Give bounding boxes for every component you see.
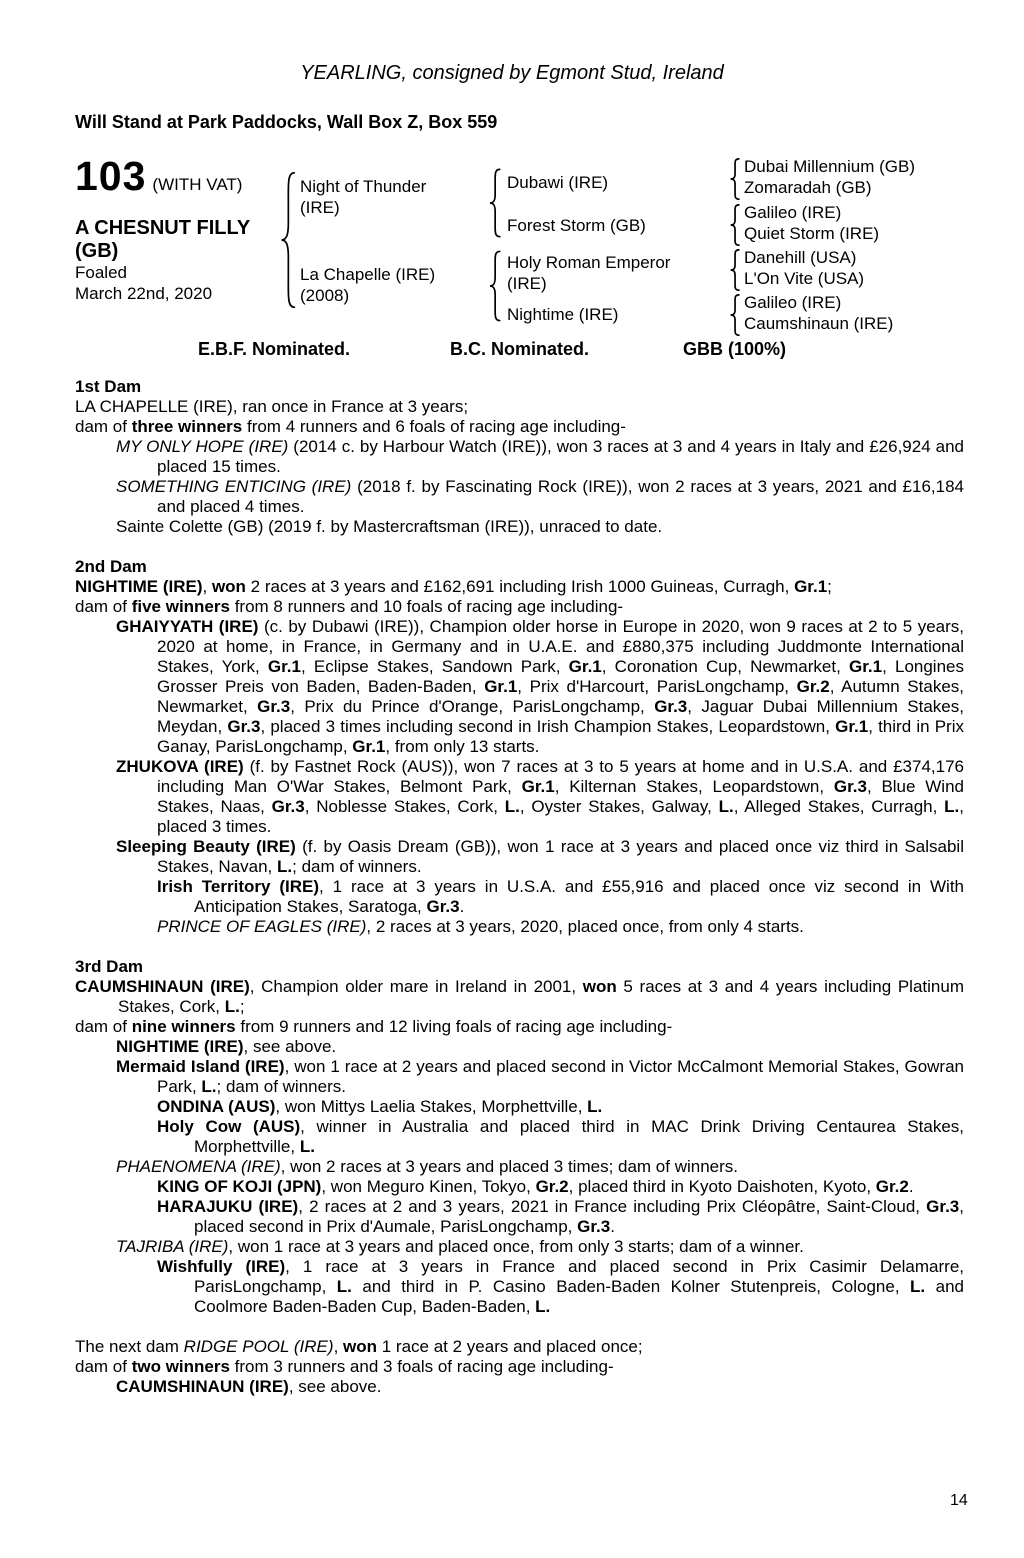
text-run: two winners (131, 1357, 230, 1376)
text-run: won (211, 577, 246, 596)
catalogue-paragraph (75, 1377, 964, 1397)
section-1st-dam (75, 377, 964, 537)
text-run: PRINCE OF EAGLES (IRE) (157, 917, 367, 936)
great-grandparent-name: Quiet Storm (IRE) (744, 224, 880, 243)
text-run: , won 1 race at 3 years and placed once, from only 3 starts; dam of a winner. (228, 1237, 804, 1256)
text-run: ; (239, 997, 245, 1016)
dam-dam-name: Nightime (IRE) (507, 305, 619, 324)
great-grandparent-pair (744, 247, 864, 289)
text-run: Gr.1 (848, 657, 883, 676)
text-run: Sainte Colette (GB) (2019 f. by Mastercraftsman (IRE)), unraced to date. (116, 517, 663, 536)
dam-sire-name-line1: Holy Roman Emperor (507, 253, 671, 272)
page-number: 14 (950, 1492, 968, 1509)
text-run: Gr.3 (833, 777, 867, 796)
text-run: Gr.1 (484, 677, 518, 696)
pedigree-brace-icon (729, 294, 740, 336)
catalogue-paragraph (75, 1197, 964, 1237)
text-run: , see above. (288, 1377, 382, 1396)
text-run: Irish Territory (IRE) (157, 877, 319, 896)
text-run: , Blue Wind Stakes, Naas, (157, 777, 964, 816)
text-run: The next dam (75, 1337, 184, 1356)
text-run: LA CHAPELLE (IRE), ran once in France at 3 years; (75, 397, 469, 416)
text-run: MY ONLY HOPE (IRE) (116, 437, 289, 456)
text-run: , 2 races at 3 years, 2020, placed once, from only 4 starts. (366, 917, 804, 936)
text-run: , Alleged Stakes, Curragh, (733, 797, 945, 816)
text-run: , Prix du Prince d'Orange, ParisLongchamp, (290, 697, 655, 716)
text-run: , 1 race at 3 years in U.S.A. and £55,916 and placed once viz second in With Anticipation Stakes, Saratoga, (194, 877, 965, 916)
great-grandparent-name: Caumshinaun (IRE) (744, 314, 894, 333)
text-run: NIGHTIME (IRE) (116, 1037, 244, 1056)
text-run: HARAJUKU (IRE) (157, 1197, 299, 1216)
text-run: SOMETHING ENTICING (IRE) (116, 477, 352, 496)
text-run: L. (299, 1137, 315, 1156)
text-run: Gr.2 (796, 677, 830, 696)
text-run: , placed second in Prix d'Aumale, ParisLongchamp, (194, 1197, 964, 1236)
pedigree-brace-icon (488, 168, 501, 238)
text-run: CAUMSHINAUN (IRE) (75, 977, 250, 996)
text-run: (f. by Fastnet Rock (AUS)), won 7 races at 3 to 5 years at home and in U.S.A. and £374,176 including Man O'War Stakes, Belmont Park, (157, 757, 964, 796)
text-run: L. (910, 1277, 926, 1296)
pedigree-body (75, 377, 964, 1397)
text-run: Holy Cow (AUS) (157, 1117, 301, 1136)
sire-name-line1: Night of Thunder (300, 177, 427, 196)
text-run: KING OF KOJI (JPN) (157, 1177, 322, 1196)
dam-sire-name (507, 252, 670, 294)
text-run: (2014 c. by Harbour Watch (IRE)), won 3 races at 3 and 4 years in Italy and £26,924 and placed 15 times. (157, 437, 964, 476)
section-3rd-dam (75, 957, 964, 1317)
text-run: Gr.3 (426, 897, 460, 916)
pedigree-brace-icon (729, 158, 740, 200)
text-run: , Noblesse Stakes, Cork, (304, 797, 505, 816)
text-run: Gr.2 (875, 1177, 909, 1196)
text-run: , third in Prix Ganay, ParisLongchamp, (157, 717, 964, 756)
horse-name-suffix: (GB) (75, 240, 119, 262)
section-2nd-dam (75, 557, 964, 937)
foaled-block (75, 262, 212, 304)
lot-number: 103 (75, 153, 147, 199)
text-run: , Prix d'Harcourt, ParisLongchamp, (517, 677, 797, 696)
lot-row (75, 153, 243, 199)
text-run: dam of (75, 1017, 132, 1036)
text-run: dam of (75, 597, 132, 616)
dam-sire-name-line2: (IRE) (507, 274, 547, 293)
text-run: nine winners (131, 1017, 236, 1036)
text-run: from 4 runners and 6 foals of racing age including- (242, 417, 626, 436)
catalogue-paragraph (75, 917, 964, 937)
text-run: L. (201, 1077, 217, 1096)
dam-name-line1: La Chapelle (IRE) (300, 265, 436, 284)
text-run: Gr.3 (257, 697, 291, 716)
text-run: from 9 runners and 12 living foals of racing age including- (235, 1017, 673, 1036)
dam-name (300, 264, 435, 306)
great-grandparent-pair (744, 156, 915, 198)
catalogue-paragraph (75, 1097, 964, 1117)
text-run: five winners (131, 597, 230, 616)
catalogue-paragraph (75, 477, 964, 517)
text-run: , (202, 577, 212, 596)
text-run: . (610, 1217, 615, 1236)
section-next-dam (75, 1337, 964, 1397)
bc-nomination: B.C. Nominated. (450, 339, 590, 359)
ebf-nomination: E.B.F. Nominated. (198, 339, 351, 359)
foaled-date: March 22nd, 2020 (75, 284, 213, 303)
text-run: from 8 runners and 10 foals of racing age including- (229, 597, 624, 616)
text-run: , won Mittys Laelia Stakes, Morphettville, (275, 1097, 588, 1116)
great-grandparent-name: Dubai Millennium (GB) (744, 157, 915, 176)
foaled-label: Foaled (75, 263, 127, 282)
text-run: L. (504, 797, 520, 816)
text-run: Gr.1 (267, 657, 301, 676)
text-run: ; (827, 577, 832, 596)
text-run: and Coolmore Baden-Baden Cup, Baden-Baden, (194, 1277, 964, 1316)
catalogue-paragraph (75, 1257, 964, 1317)
catalogue-paragraph (75, 437, 964, 477)
text-run: , (333, 1337, 344, 1356)
text-run: won (582, 977, 617, 996)
catalogue-paragraph (75, 877, 964, 917)
text-run: , won 2 races at 3 years and placed 3 times; dam of winners. (280, 1157, 739, 1176)
text-run: , won Meguro Kinen, Tokyo, (321, 1177, 536, 1196)
text-run: NIGHTIME (IRE) (75, 577, 203, 596)
text-run: Gr.3 (227, 717, 261, 736)
text-run: and third in P. Casino Baden-Baden Kolner Stutenpreis, Cologne, (351, 1277, 911, 1296)
pedigree-brace-icon (488, 250, 501, 322)
text-run: Mermaid Island (IRE) (116, 1057, 285, 1076)
text-run: ; dam of winners. (216, 1077, 346, 1096)
great-grandparent-pair (744, 202, 879, 244)
section-heading: 3rd Dam (75, 957, 144, 976)
catalogue-paragraph (75, 577, 964, 597)
text-run: from 3 runners and 3 foals of racing age including- (229, 1357, 614, 1376)
text-run: . (908, 1177, 914, 1196)
text-run: , from only 13 starts. (385, 737, 540, 756)
text-run: TAJRIBA (IRE) (116, 1237, 229, 1256)
catalogue-paragraph (75, 1357, 964, 1377)
gbb-note: GBB (100%) (683, 339, 787, 359)
section-heading: 1st Dam (75, 377, 142, 396)
catalogue-paragraph (75, 417, 964, 437)
text-run: L. (718, 797, 734, 816)
great-grandparent-name: Zomaradah (GB) (744, 178, 872, 197)
text-run: GHAIYYATH (IRE) (116, 617, 259, 636)
great-grandparent-name: Danehill (USA) (744, 248, 857, 267)
catalogue-paragraph (75, 977, 964, 1017)
catalogue-paragraph (75, 757, 964, 837)
text-run: Gr.1 (352, 737, 386, 756)
pedigree-brace-icon (279, 170, 296, 310)
text-run: Gr.3 (271, 797, 305, 816)
catalogue-paragraph (75, 1037, 964, 1057)
sire-name (300, 176, 426, 218)
horse-name-line1: A CHESNUT FILLY (75, 217, 251, 239)
text-run: 2 races at 3 years and £162,691 including Irish 1000 Guineas, Curragh, (245, 577, 795, 596)
text-run: , winner in Australia and placed third in MAC Drink Driving Centaurea Stakes, Morphettville, (194, 1117, 964, 1156)
text-run: ONDINA (AUS) (157, 1097, 276, 1116)
text-run: , placed third in Kyoto Daishoten, Kyoto, (568, 1177, 876, 1196)
catalogue-paragraph (75, 597, 964, 617)
text-run: Gr.2 (535, 1177, 569, 1196)
text-run: , Longines Grosser Preis von Baden, Baden-Baden, (157, 657, 964, 696)
text-run: , see above. (243, 1037, 337, 1056)
text-run: Gr.3 (926, 1197, 960, 1216)
great-grandparent-name: L'On Vite (USA) (744, 269, 865, 288)
text-run: L. (336, 1277, 352, 1296)
text-run: , placed 3 times including second in Irish Champion Stakes, Leopardstown, (260, 717, 836, 736)
text-run: Gr.1 (521, 777, 555, 796)
text-run: , Autumn Stakes, Newmarket, (157, 677, 964, 716)
dam-name-line2: (2008) (300, 286, 350, 305)
catalogue-paragraph (75, 617, 964, 757)
text-run: dam of (75, 1357, 132, 1376)
text-run: Gr.1 (568, 657, 602, 676)
text-run: L. (277, 857, 293, 876)
sire-name-line2: (IRE) (300, 198, 340, 217)
text-run: L. (535, 1297, 551, 1316)
text-run: , Kilternan Stakes, Leopardstown, (554, 777, 834, 796)
great-grandparent-name: Galileo (IRE) (744, 293, 842, 312)
catalogue-paragraph (75, 837, 964, 877)
sire-sire-name: Dubawi (IRE) (507, 173, 609, 192)
horse-name (75, 217, 285, 263)
text-run: Gr.1 (794, 577, 828, 596)
text-run: won (343, 1337, 378, 1356)
catalogue-paragraph (75, 397, 964, 417)
text-run: three winners (131, 417, 243, 436)
text-run: , 1 race at 3 years in France and placed second in Prix Casimir Delamarre, ParisLongchamp, (194, 1257, 964, 1296)
text-run: Gr.3 (654, 697, 688, 716)
catalogue-paragraph (75, 1017, 964, 1037)
catalogue-paragraph (75, 517, 964, 537)
catalogue-paragraph (75, 1157, 964, 1177)
text-run: , won 1 race at 2 years and placed second in Victor McCalmont Memorial Stakes, Gowran Park, (157, 1057, 964, 1096)
pedigree-brace-icon (729, 249, 740, 291)
text-run: Sleeping Beauty (IRE) (116, 837, 296, 856)
text-run: ZHUKOVA (IRE) (116, 757, 244, 776)
catalogue-paragraph (75, 1177, 964, 1197)
great-grandparent-name: Galileo (IRE) (744, 203, 842, 222)
text-run: , Champion older mare in Ireland in 2001, (249, 977, 583, 996)
text-run: , 2 races at 2 and 3 years, 2021 in France including Prix Cléopâtre, Saint-Cloud, (298, 1197, 927, 1216)
text-run: (2018 f. by Fascinating Rock (IRE)), won 2 races at 3 years, 2021 and £16,184 and placed 4 times. (157, 477, 964, 516)
text-run: , Oyster Stakes, Galway, (519, 797, 719, 816)
catalogue-paragraph (75, 1117, 964, 1157)
text-run: . (459, 897, 465, 916)
text-run: CAUMSHINAUN (IRE) (116, 1377, 289, 1396)
text-run: Wishfully (IRE) (157, 1257, 286, 1276)
text-run: (f. by Oasis Dream (GB)), won 1 race at 3 years and placed once viz third in Salsabil Stakes, Navan, (157, 837, 964, 876)
catalogue-paragraph (75, 1057, 964, 1097)
sire-dam-name: Forest Storm (GB) (507, 216, 646, 235)
text-run: , placed 3 times. (157, 797, 964, 836)
text-run: , Coronation Cup, Newmarket, (601, 657, 849, 676)
text-run: 5 races at 3 and 4 years including Platinum Stakes, Cork, (118, 977, 964, 1016)
catalogue-paragraph (75, 1337, 964, 1357)
text-run: RIDGE POOL (IRE) (183, 1337, 334, 1356)
text-run: PHAENOMENA (IRE) (116, 1157, 281, 1176)
text-run: L. (224, 997, 240, 1016)
text-run: L. (944, 797, 960, 816)
text-run: dam of (75, 417, 132, 436)
text-run: , Eclipse Stakes, Sandown Park, (300, 657, 569, 676)
text-run: Gr.3 (577, 1217, 611, 1236)
section-heading: 2nd Dam (75, 557, 147, 576)
great-grandparent-pair (744, 292, 893, 334)
text-run: , Jaguar Dubai Millennium Stakes, Meydan, (157, 697, 964, 736)
pedigree-brace-icon (729, 204, 740, 246)
catalogue-paragraph (75, 1237, 964, 1257)
stand-location-line: Will Stand at Park Paddocks, Wall Box Z, Box 559 (75, 112, 498, 132)
text-run: L. (587, 1097, 603, 1116)
text-run: (c. by Dubawi (IRE)), Champion older horse in Europe in 2020, won 9 races at 2 to 5 years, 2020 at home, in France, in Germany and in U.A.E. and £880,375 including Juddmonte International Stakes, York, (157, 617, 964, 676)
vat-note: (WITH VAT) (152, 175, 243, 194)
text-run: ; dam of winners. (292, 857, 422, 876)
text-run: 1 race at 2 years and placed once; (377, 1337, 643, 1356)
consignor-line: YEARLING, consigned by Egmont Stud, Ireland (300, 62, 724, 84)
text-run: Gr.1 (835, 717, 869, 736)
